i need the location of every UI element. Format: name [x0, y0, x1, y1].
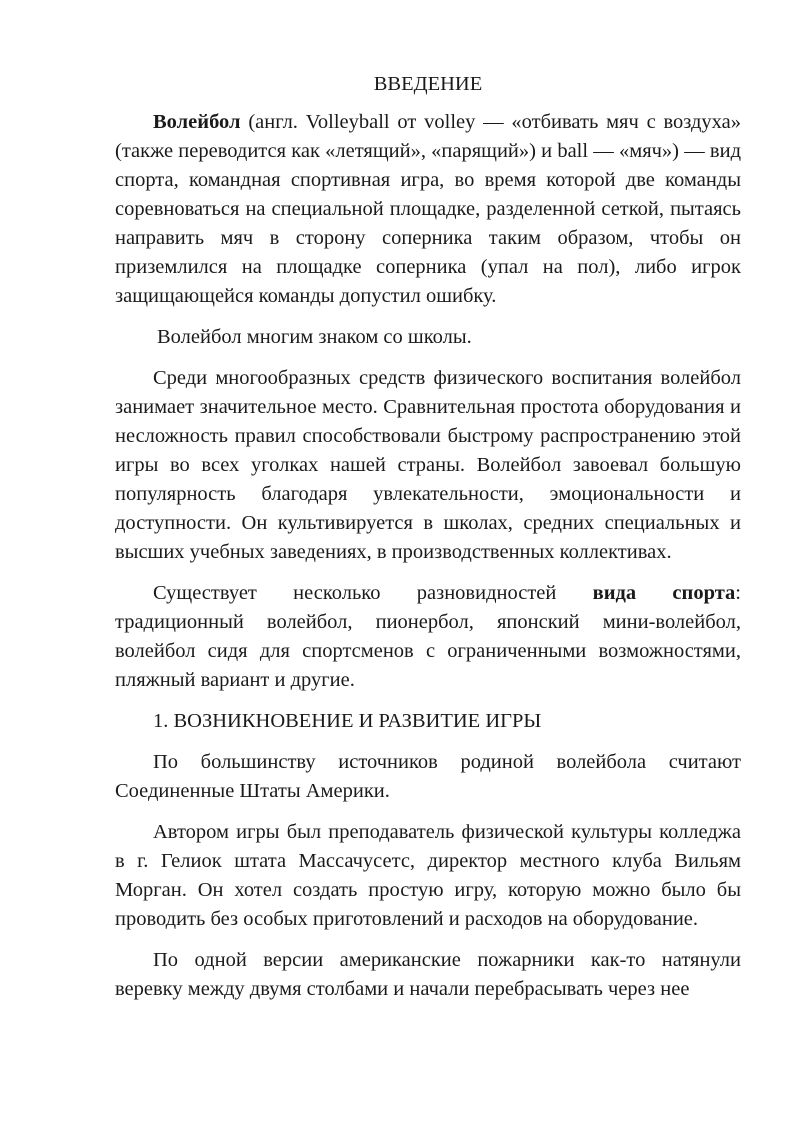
paragraph-firefighters: По одной версии американские пожарники как-то натянули веревку между двумя столбами и начали перебрасывать через нее	[115, 949, 741, 1000]
paragraph-varieties	[115, 579, 741, 695]
paragraph-author: Автором игры был преподаватель физической культуры колледжа в г. Гелиок штата Массачусетс, директор местного клуба Вильям Морган. Он хотел создать простую игру, которую можно было бы проводить без особых приготовлений и расходов на оборудование.	[115, 821, 741, 930]
varieties-rest: : традиционный волейбол, пионербол, японский мини-волейбол, волейбол сидя для спортсменов с ограниченными возможностями, пляжный вариант и другие.	[115, 582, 741, 691]
document-page	[115, 70, 741, 1016]
paragraph-origin: По большинству источников родиной волейбола считают Соединенные Штаты Америки.	[115, 751, 741, 802]
paragraph-physical-education: Среди многообразных средств физического воспитания волейбол занимает значительное место. Сравнительная простота оборудования и несложность правил способствовали быстрому распространению этой игры во всех уголках нашей страны. Волейбол завоевал большую популярность благодаря увлекательности, эмоциональности и доступности. Он культивируется в школах, средних специальных и высших учебных заведениях, в производственных коллективах.	[115, 367, 741, 563]
sport-type-term: вида спорта	[592, 582, 736, 604]
paragraph-school: Волейбол многим знаком со школы.	[157, 326, 472, 348]
section-heading: 1. ВОЗНИКНОВЕНИЕ И РАЗВИТИЕ ИГРЫ	[153, 710, 542, 732]
paragraph-definition	[115, 108, 741, 311]
term-volleyball: Волейбол	[153, 111, 241, 133]
varieties-start: Существует несколько разновидностей	[153, 582, 593, 604]
definition-text: (англ. Volleyball от volley — «отбивать мяч с воздуха» (также переводится как «летящий», «парящий») и ball — «мяч») — вид спорта, командная спортивная игра, во время которой две команды соревноваться на специальной площадке, разделенной сеткой, пытаясь направить мяч в сторону соперника таким образом, чтобы он приземлился на площадке соперника (упал на пол), либо игрок защищающейся команды допустил ошибку.	[115, 111, 741, 307]
page-title: ВВЕДЕНИЕ	[373, 73, 483, 95]
